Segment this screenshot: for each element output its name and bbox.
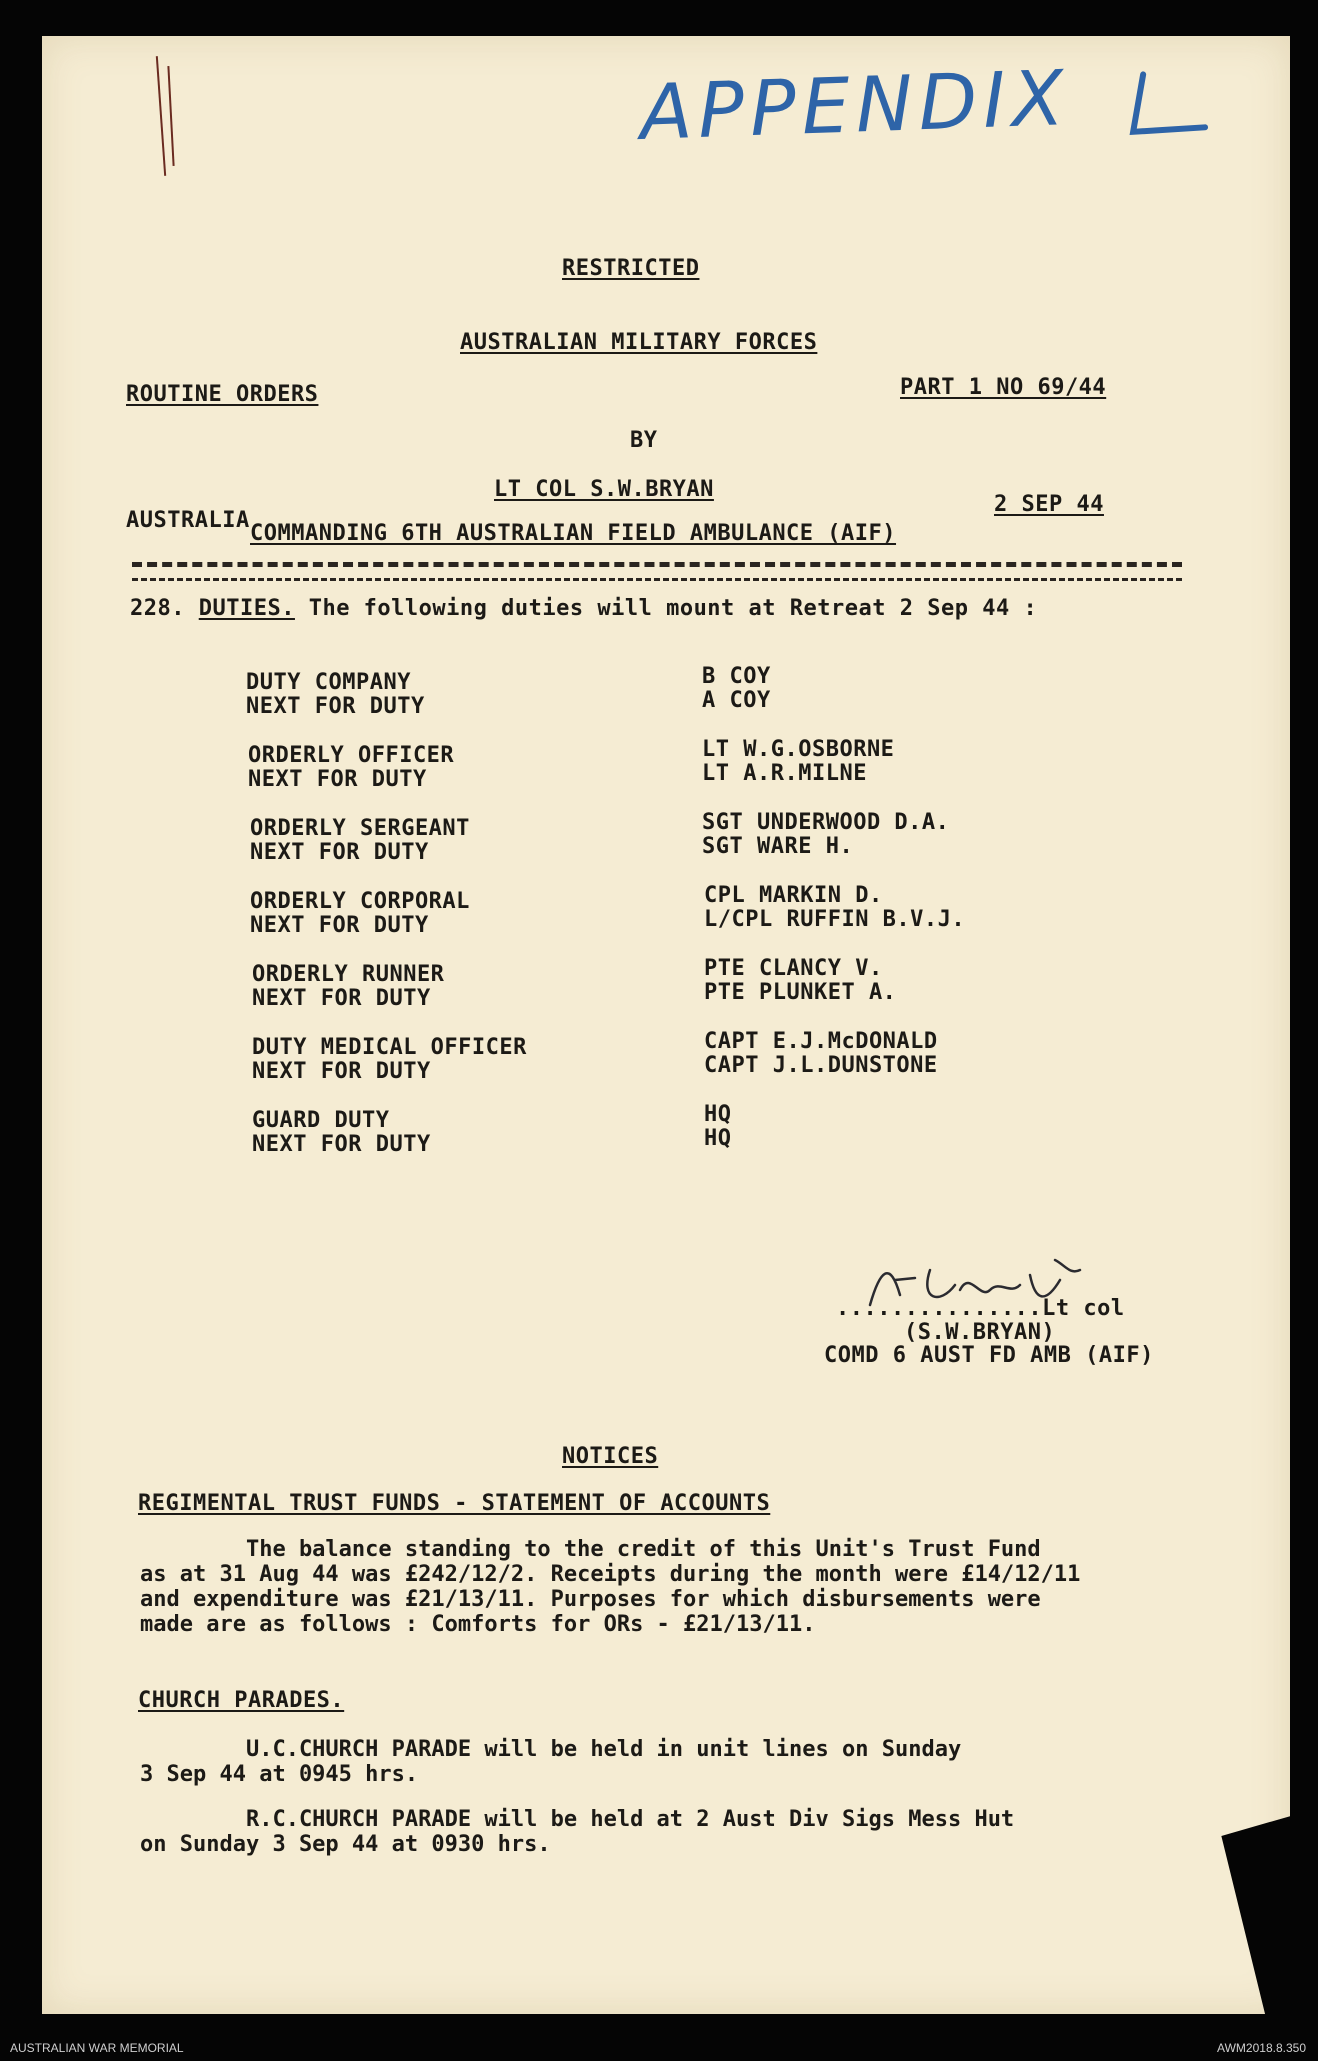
duty-assigned-next: CAPT J.L.DUNSTONE <box>704 1053 938 1078</box>
signature-name: (S.W.BRYAN) <box>904 1320 1056 1345</box>
duty-assigned-next: HQ <box>704 1126 732 1151</box>
scuff-mark <box>167 66 174 166</box>
part-number: PART 1 NO 69/44 <box>900 375 1107 400</box>
duty-role-next: NEXT FOR DUTY <box>248 767 427 792</box>
handwritten-l-mark <box>1123 67 1215 140</box>
duty-assigned-next: L/CPL RUFFIN B.V.J. <box>704 907 966 932</box>
duty-role-next: NEXT FOR DUTY <box>252 1132 431 1157</box>
order-heading: DUTIES. <box>198 596 295 621</box>
signature-title: COMD 6 AUST FD AMB (AIF) <box>824 1343 1154 1368</box>
divider-rule <box>132 562 1182 567</box>
duty-role: GUARD DUTY <box>252 1108 390 1133</box>
uc-church-paragraph: U.C.CHURCH PARADE will be held in unit lines on Sunday 3 Sep 44 at 0945 hrs. <box>140 1737 962 1787</box>
duty-role: ORDERLY SERGEANT <box>250 816 470 841</box>
scuff-mark <box>156 56 166 176</box>
duty-role: ORDERLY CORPORAL <box>250 889 470 914</box>
order-text: The following duties will mount at Retreat 2 Sep 44 : <box>308 596 1038 621</box>
duty-assigned-next: SGT WARE H. <box>702 834 854 859</box>
trust-funds-paragraph: The balance standing to the credit of this Unit's Trust Fund as at 31 Aug 44 was £242/12/2. Receipts during the month were £14/12/11 and expenditure was £21/13/11. Purposes for which disbursements were made are as follows : Comforts for ORs - £21/13/11. <box>140 1537 1081 1637</box>
order-line <box>130 598 1037 620</box>
forces-heading: AUSTRALIAN MILITARY FORCES <box>460 330 818 355</box>
church-parades-heading: CHURCH PARADES. <box>138 1688 345 1713</box>
location-label: AUSTRALIA <box>126 508 250 533</box>
duty-role: DUTY MEDICAL OFFICER <box>252 1035 527 1060</box>
duty-role-next: NEXT FOR DUTY <box>252 1059 431 1084</box>
order-date: 2 SEP 44 <box>994 492 1104 517</box>
divider-rule <box>132 578 1182 581</box>
duty-assigned: CAPT E.J.McDONALD <box>704 1029 938 1054</box>
by-label: BY <box>630 428 658 453</box>
order-number: 228. <box>130 596 185 621</box>
duty-assigned: PTE CLANCY V. <box>704 956 883 981</box>
duty-role-next: NEXT FOR DUTY <box>246 694 425 719</box>
rc-church-paragraph: R.C.CHURCH PARADE will be held at 2 Aust Div Sigs Mess Hut on Sunday 3 Sep 44 at 0930 hrs. <box>140 1807 1015 1857</box>
classification-heading: RESTRICTED <box>562 256 700 281</box>
duty-assigned-next: PTE PLUNKET A. <box>704 980 897 1005</box>
officer-name: LT COL S.W.BRYAN <box>494 477 714 502</box>
duty-assigned: SGT UNDERWOOD D.A. <box>702 810 950 835</box>
duty-assigned-next: A COY <box>702 688 771 713</box>
routine-orders-label: ROUTINE ORDERS <box>126 382 319 407</box>
duty-assigned: HQ <box>704 1102 732 1127</box>
trust-funds-heading: REGIMENTAL TRUST FUNDS - STATEMENT OF ACCOUNTS <box>138 1491 771 1516</box>
duty-role: ORDERLY OFFICER <box>248 743 455 768</box>
duty-assigned: CPL MARKIN D. <box>704 883 883 908</box>
annotation-text: APPENDIX <box>638 53 1071 157</box>
commanding-line: COMMANDING 6TH AUSTRALIAN FIELD AMBULANCE (AIF) <box>250 521 897 546</box>
duty-assigned-next: LT A.R.MILNE <box>702 761 867 786</box>
duty-role-next: NEXT FOR DUTY <box>252 986 431 1011</box>
notices-heading: NOTICES <box>562 1444 659 1469</box>
duty-assigned: LT W.G.OSBORNE <box>702 737 895 762</box>
duty-role-next: NEXT FOR DUTY <box>250 840 429 865</box>
duty-assigned: B COY <box>702 664 771 689</box>
duty-role-next: NEXT FOR DUTY <box>250 913 429 938</box>
signature-dotted-line: ...............Lt col <box>836 1296 1125 1321</box>
archive-credit: AUSTRALIAN WAR MEMORIAL <box>10 2041 184 2055</box>
archive-reference: AWM2018.8.350 <box>1217 2041 1306 2055</box>
duty-role: DUTY COMPANY <box>246 670 411 695</box>
duty-role: ORDERLY RUNNER <box>252 962 445 987</box>
